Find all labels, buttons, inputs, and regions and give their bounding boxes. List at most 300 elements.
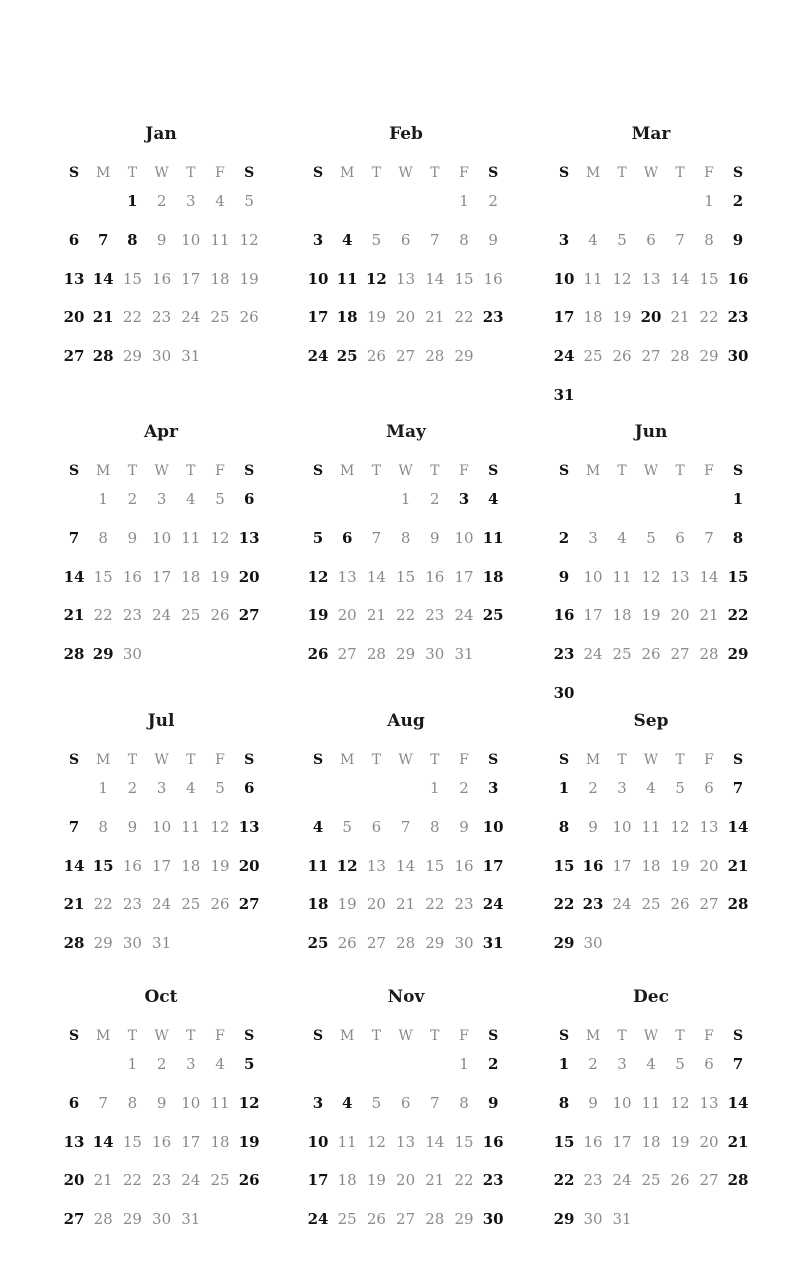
day-cell[interactable]: 7 [371, 528, 382, 547]
day-cell[interactable]: 19 [210, 856, 230, 875]
day-cell[interactable]: 26 [366, 1210, 386, 1229]
day-cell[interactable]: 27 [670, 645, 690, 664]
day-cell[interactable]: 7 [732, 779, 744, 797]
day-cell[interactable]: 18 [210, 1132, 230, 1151]
day-cell[interactable]: 12 [670, 817, 690, 836]
day-cell[interactable]: 29 [92, 645, 114, 664]
day-cell[interactable]: 20 [670, 606, 690, 625]
day-cell[interactable]: 29 [425, 934, 445, 953]
day-cell[interactable]: 13 [396, 1132, 416, 1151]
day-cell[interactable]: 17 [454, 567, 474, 586]
day-cell[interactable]: 9 [558, 567, 570, 586]
day-cell[interactable]: 6 [400, 1093, 411, 1112]
day-cell[interactable]: 18 [307, 895, 329, 914]
day-cell[interactable]: 4 [215, 1055, 225, 1073]
day-cell[interactable]: 15 [454, 269, 474, 288]
day-cell[interactable]: 14 [92, 269, 114, 288]
day-cell[interactable]: 4 [487, 490, 499, 508]
day-cell[interactable]: 22 [93, 606, 113, 625]
day-cell[interactable]: 5 [243, 1055, 255, 1073]
day-cell[interactable]: 26 [307, 645, 329, 664]
day-cell[interactable]: 26 [337, 934, 357, 953]
day-cell[interactable]: 17 [181, 1132, 201, 1151]
day-cell[interactable]: 29 [122, 347, 142, 366]
day-cell[interactable]: 14 [63, 856, 85, 875]
day-cell[interactable]: 2 [488, 192, 498, 210]
day-cell[interactable]: 16 [425, 567, 445, 586]
day-cell[interactable]: 2 [430, 490, 440, 508]
day-cell[interactable]: 1 [732, 490, 744, 508]
day-cell[interactable]: 18 [641, 856, 661, 875]
day-cell[interactable]: 19 [366, 1171, 386, 1190]
day-cell[interactable]: 11 [210, 230, 230, 249]
day-cell[interactable]: 26 [210, 606, 230, 625]
day-cell[interactable]: 26 [238, 1171, 260, 1190]
day-cell[interactable]: 8 [558, 817, 570, 836]
day-cell[interactable]: 10 [553, 269, 575, 288]
day-cell[interactable]: 20 [396, 1171, 416, 1190]
day-cell[interactable]: 11 [482, 528, 504, 547]
day-cell[interactable]: 23 [425, 606, 445, 625]
day-cell[interactable]: 21 [366, 606, 386, 625]
day-cell[interactable]: 10 [181, 230, 201, 249]
day-cell[interactable]: 28 [727, 1171, 749, 1190]
day-cell[interactable]: 8 [558, 1093, 570, 1112]
day-cell[interactable]: 23 [122, 606, 142, 625]
day-cell[interactable]: 3 [312, 230, 324, 249]
day-cell[interactable]: 15 [454, 1132, 474, 1151]
day-cell[interactable]: 24 [152, 895, 172, 914]
day-cell[interactable]: 6 [243, 490, 255, 508]
day-cell[interactable]: 3 [487, 779, 499, 797]
day-cell[interactable]: 30 [454, 934, 474, 953]
day-cell[interactable]: 4 [312, 817, 324, 836]
day-cell[interactable]: 2 [127, 490, 138, 508]
day-cell[interactable]: 15 [92, 856, 114, 875]
day-cell[interactable]: 15 [727, 567, 749, 586]
day-cell[interactable]: 2 [558, 528, 570, 547]
day-cell[interactable]: 7 [98, 1093, 108, 1112]
day-cell[interactable]: 28 [63, 645, 85, 664]
day-cell[interactable]: 12 [641, 567, 661, 586]
day-cell[interactable]: 20 [366, 895, 386, 914]
day-cell[interactable]: 2 [588, 1055, 598, 1073]
day-cell[interactable]: 31 [482, 934, 504, 953]
day-cell[interactable]: 30 [583, 1210, 603, 1229]
day-cell[interactable]: 8 [459, 230, 469, 249]
day-cell[interactable]: 29 [454, 347, 474, 366]
day-cell[interactable]: 5 [215, 490, 225, 508]
day-cell[interactable]: 14 [670, 269, 690, 288]
day-cell[interactable]: 9 [588, 1093, 598, 1112]
day-cell[interactable]: 4 [186, 779, 196, 797]
day-cell[interactable]: 6 [704, 779, 714, 797]
day-cell[interactable]: 7 [430, 1093, 440, 1112]
day-cell[interactable]: 12 [612, 269, 632, 288]
day-cell[interactable]: 8 [98, 817, 108, 836]
day-cell[interactable]: 9 [430, 528, 440, 547]
day-cell[interactable]: 17 [612, 1132, 632, 1151]
day-cell[interactable]: 18 [210, 269, 230, 288]
day-cell[interactable]: 24 [612, 895, 632, 914]
day-cell[interactable]: 18 [337, 1171, 357, 1190]
day-cell[interactable]: 17 [307, 308, 329, 327]
day-cell[interactable]: 25 [482, 606, 504, 625]
day-cell[interactable]: 27 [396, 1210, 416, 1229]
day-cell[interactable]: 25 [641, 1171, 661, 1190]
day-cell[interactable]: 5 [312, 528, 324, 547]
day-cell[interactable]: 5 [244, 192, 254, 210]
day-cell[interactable]: 14 [727, 817, 749, 836]
day-cell[interactable]: 2 [156, 1055, 167, 1073]
day-cell[interactable]: 16 [583, 1132, 603, 1151]
day-cell[interactable]: 19 [210, 567, 230, 586]
day-cell[interactable]: 24 [583, 645, 603, 664]
day-cell[interactable]: 17 [583, 606, 603, 625]
day-cell[interactable]: 17 [152, 856, 172, 875]
day-cell[interactable]: 22 [727, 606, 749, 625]
day-cell[interactable]: 26 [239, 308, 259, 327]
day-cell[interactable]: 13 [699, 817, 719, 836]
day-cell[interactable]: 22 [699, 308, 719, 327]
day-cell[interactable]: 6 [400, 230, 411, 249]
day-cell[interactable]: 22 [454, 1171, 474, 1190]
day-cell[interactable]: 8 [127, 230, 138, 249]
day-cell[interactable]: 24 [152, 606, 172, 625]
day-cell[interactable]: 27 [396, 347, 416, 366]
day-cell[interactable]: 2 [156, 192, 167, 210]
day-cell[interactable]: 3 [156, 779, 167, 797]
day-cell[interactable]: 13 [366, 856, 386, 875]
day-cell[interactable]: 15 [122, 1132, 142, 1151]
day-cell[interactable]: 22 [396, 606, 416, 625]
day-cell[interactable]: 11 [641, 817, 661, 836]
day-cell[interactable]: 27 [641, 347, 661, 366]
day-cell[interactable]: 11 [612, 567, 632, 586]
day-cell[interactable]: 5 [617, 230, 627, 249]
day-cell[interactable]: 13 [238, 528, 260, 547]
day-cell[interactable]: 16 [483, 269, 503, 288]
day-cell[interactable]: 9 [156, 1093, 167, 1112]
day-cell[interactable]: 10 [307, 1132, 329, 1151]
day-cell[interactable]: 18 [181, 567, 201, 586]
day-cell[interactable]: 14 [727, 1093, 749, 1112]
day-cell[interactable]: 7 [732, 1055, 744, 1073]
day-cell[interactable]: 19 [612, 308, 632, 327]
day-cell[interactable]: 3 [458, 490, 470, 508]
day-cell[interactable]: 9 [588, 817, 598, 836]
day-cell[interactable]: 10 [583, 567, 603, 586]
day-cell[interactable]: 25 [337, 1210, 357, 1229]
day-cell[interactable]: 28 [92, 347, 114, 366]
day-cell[interactable]: 25 [307, 934, 329, 953]
day-cell[interactable]: 12 [336, 856, 358, 875]
day-cell[interactable]: 24 [454, 606, 474, 625]
day-cell[interactable]: 6 [675, 528, 685, 547]
day-cell[interactable]: 12 [366, 1132, 386, 1151]
day-cell[interactable]: 15 [122, 269, 142, 288]
day-cell[interactable]: 26 [641, 645, 661, 664]
day-cell[interactable]: 21 [425, 1171, 445, 1190]
day-cell[interactable]: 21 [670, 308, 690, 327]
day-cell[interactable]: 23 [454, 895, 474, 914]
day-cell[interactable]: 14 [425, 269, 445, 288]
day-cell[interactable]: 24 [307, 1210, 329, 1229]
day-cell[interactable]: 30 [482, 1210, 504, 1229]
day-cell[interactable]: 3 [312, 1093, 324, 1112]
day-cell[interactable]: 21 [63, 606, 85, 625]
day-cell[interactable]: 27 [238, 895, 260, 914]
day-cell[interactable]: 19 [307, 606, 329, 625]
day-cell[interactable]: 29 [122, 1210, 142, 1229]
day-cell[interactable]: 29 [553, 1210, 575, 1229]
day-cell[interactable]: 12 [307, 567, 329, 586]
day-cell[interactable]: 30 [727, 347, 749, 366]
day-cell[interactable]: 16 [152, 1132, 172, 1151]
day-cell[interactable]: 14 [63, 567, 85, 586]
day-cell[interactable]: 2 [732, 192, 744, 210]
day-cell[interactable]: 23 [152, 308, 172, 327]
day-cell[interactable]: 23 [482, 1171, 504, 1190]
day-cell[interactable]: 14 [396, 856, 416, 875]
day-cell[interactable]: 5 [371, 1093, 382, 1112]
day-cell[interactable]: 4 [341, 1093, 353, 1112]
day-cell[interactable]: 29 [699, 347, 719, 366]
day-cell[interactable]: 15 [553, 856, 575, 875]
day-cell[interactable]: 6 [646, 230, 656, 249]
day-cell[interactable]: 30 [152, 347, 172, 366]
day-cell[interactable]: 22 [122, 308, 142, 327]
day-cell[interactable]: 23 [583, 1171, 603, 1190]
day-cell[interactable]: 2 [127, 779, 138, 797]
day-cell[interactable]: 10 [181, 1093, 201, 1112]
day-cell[interactable]: 11 [641, 1093, 661, 1112]
day-cell[interactable]: 10 [482, 817, 504, 836]
day-cell[interactable]: 18 [181, 856, 201, 875]
day-cell[interactable]: 4 [341, 230, 353, 249]
day-cell[interactable]: 14 [92, 1132, 114, 1151]
day-cell[interactable]: 3 [588, 528, 598, 547]
day-cell[interactable]: 22 [425, 895, 445, 914]
day-cell[interactable]: 15 [553, 1132, 575, 1151]
day-cell[interactable]: 28 [63, 934, 85, 953]
day-cell[interactable]: 15 [425, 856, 445, 875]
day-cell[interactable]: 5 [215, 779, 225, 797]
day-cell[interactable]: 19 [670, 856, 690, 875]
day-cell[interactable]: 23 [553, 645, 575, 664]
day-cell[interactable]: 4 [646, 1055, 656, 1073]
day-cell[interactable]: 26 [366, 347, 386, 366]
day-cell[interactable]: 30 [553, 684, 575, 702]
day-cell[interactable]: 10 [152, 528, 172, 547]
day-cell[interactable]: 5 [371, 230, 382, 249]
day-cell[interactable]: 21 [727, 856, 749, 875]
day-cell[interactable]: 29 [454, 1210, 474, 1229]
day-cell[interactable]: 24 [181, 308, 201, 327]
day-cell[interactable]: 13 [699, 1093, 719, 1112]
day-cell[interactable]: 20 [63, 1171, 85, 1190]
day-cell[interactable]: 27 [337, 645, 357, 664]
day-cell[interactable]: 18 [583, 308, 603, 327]
day-cell[interactable]: 3 [558, 230, 570, 249]
day-cell[interactable]: 20 [699, 856, 719, 875]
day-cell[interactable]: 9 [487, 1093, 499, 1112]
day-cell[interactable]: 23 [122, 895, 142, 914]
day-cell[interactable]: 12 [670, 1093, 690, 1112]
day-cell[interactable]: 19 [238, 1132, 260, 1151]
day-cell[interactable]: 8 [127, 1093, 138, 1112]
day-cell[interactable]: 9 [459, 817, 469, 836]
day-cell[interactable]: 10 [307, 269, 329, 288]
day-cell[interactable]: 8 [732, 528, 744, 547]
day-cell[interactable]: 2 [588, 779, 598, 797]
day-cell[interactable]: 22 [553, 1171, 575, 1190]
day-cell[interactable]: 18 [482, 567, 504, 586]
day-cell[interactable]: 19 [239, 269, 259, 288]
day-cell[interactable]: 27 [366, 934, 386, 953]
day-cell[interactable]: 21 [92, 308, 114, 327]
day-cell[interactable]: 20 [238, 567, 260, 586]
day-cell[interactable]: 12 [210, 817, 230, 836]
day-cell[interactable]: 25 [181, 895, 201, 914]
day-cell[interactable]: 27 [63, 347, 85, 366]
day-cell[interactable]: 11 [583, 269, 603, 288]
day-cell[interactable]: 8 [459, 1093, 469, 1112]
day-cell[interactable]: 23 [582, 895, 604, 914]
day-cell[interactable]: 13 [63, 1132, 85, 1151]
day-cell[interactable]: 19 [641, 606, 661, 625]
day-cell[interactable]: 28 [366, 645, 386, 664]
day-cell[interactable]: 3 [156, 490, 167, 508]
day-cell[interactable]: 31 [181, 347, 201, 366]
day-cell[interactable]: 31 [181, 1210, 201, 1229]
day-cell[interactable]: 27 [699, 1171, 719, 1190]
day-cell[interactable]: 16 [727, 269, 749, 288]
day-cell[interactable]: 17 [553, 308, 575, 327]
day-cell[interactable]: 14 [366, 567, 386, 586]
day-cell[interactable]: 18 [612, 606, 632, 625]
day-cell[interactable]: 21 [699, 606, 719, 625]
day-cell[interactable]: 28 [727, 895, 749, 914]
day-cell[interactable]: 24 [181, 1171, 201, 1190]
day-cell[interactable]: 3 [617, 1055, 627, 1073]
day-cell[interactable]: 1 [704, 192, 714, 210]
day-cell[interactable]: 7 [97, 230, 109, 249]
day-cell[interactable]: 22 [454, 308, 474, 327]
day-cell[interactable]: 17 [482, 856, 504, 875]
day-cell[interactable]: 20 [640, 308, 662, 327]
day-cell[interactable]: 4 [646, 779, 656, 797]
day-cell[interactable]: 23 [482, 308, 504, 327]
day-cell[interactable]: 24 [307, 347, 329, 366]
day-cell[interactable]: 19 [337, 895, 357, 914]
day-cell[interactable]: 13 [238, 817, 260, 836]
day-cell[interactable]: 1 [98, 779, 108, 797]
day-cell[interactable]: 30 [122, 645, 142, 664]
day-cell[interactable]: 7 [430, 230, 440, 249]
day-cell[interactable]: 11 [336, 269, 358, 288]
day-cell[interactable]: 22 [553, 895, 575, 914]
day-cell[interactable]: 25 [210, 1171, 230, 1190]
day-cell[interactable]: 7 [704, 528, 714, 547]
day-cell[interactable]: 19 [366, 308, 386, 327]
day-cell[interactable]: 10 [454, 528, 474, 547]
day-cell[interactable]: 29 [727, 645, 749, 664]
day-cell[interactable]: 27 [699, 895, 719, 914]
day-cell[interactable]: 12 [239, 230, 259, 249]
day-cell[interactable]: 1 [400, 490, 411, 508]
day-cell[interactable]: 6 [371, 817, 382, 836]
day-cell[interactable]: 9 [488, 230, 498, 249]
day-cell[interactable]: 4 [186, 490, 196, 508]
day-cell[interactable]: 11 [181, 817, 201, 836]
day-cell[interactable]: 9 [127, 817, 138, 836]
day-cell[interactable]: 1 [459, 192, 469, 210]
day-cell[interactable]: 16 [582, 856, 604, 875]
day-cell[interactable]: 26 [670, 1171, 690, 1190]
day-cell[interactable]: 4 [617, 528, 627, 547]
day-cell[interactable]: 14 [425, 1132, 445, 1151]
day-cell[interactable]: 10 [612, 817, 632, 836]
day-cell[interactable]: 13 [337, 567, 357, 586]
day-cell[interactable]: 13 [670, 567, 690, 586]
day-cell[interactable]: 30 [152, 1210, 172, 1229]
day-cell[interactable]: 6 [704, 1055, 714, 1073]
day-cell[interactable]: 16 [152, 269, 172, 288]
day-cell[interactable]: 2 [487, 1055, 499, 1073]
day-cell[interactable]: 27 [63, 1210, 85, 1229]
day-cell[interactable]: 17 [307, 1171, 329, 1190]
day-cell[interactable]: 20 [699, 1132, 719, 1151]
day-cell[interactable]: 3 [186, 1055, 196, 1073]
day-cell[interactable]: 12 [365, 269, 387, 288]
day-cell[interactable]: 7 [68, 528, 80, 547]
day-cell[interactable]: 13 [396, 269, 416, 288]
day-cell[interactable]: 16 [482, 1132, 504, 1151]
day-cell[interactable]: 19 [670, 1132, 690, 1151]
day-cell[interactable]: 30 [425, 645, 445, 664]
day-cell[interactable]: 3 [186, 192, 196, 210]
day-cell[interactable]: 9 [732, 230, 744, 249]
day-cell[interactable]: 20 [63, 308, 85, 327]
day-cell[interactable]: 6 [341, 528, 353, 547]
day-cell[interactable]: 21 [93, 1171, 113, 1190]
day-cell[interactable]: 29 [553, 934, 575, 953]
day-cell[interactable]: 31 [152, 934, 172, 953]
day-cell[interactable]: 16 [454, 856, 474, 875]
day-cell[interactable]: 1 [459, 1055, 469, 1073]
day-cell[interactable]: 6 [68, 230, 80, 249]
day-cell[interactable]: 26 [670, 895, 690, 914]
day-cell[interactable]: 1 [127, 192, 138, 210]
day-cell[interactable]: 6 [243, 779, 255, 797]
day-cell[interactable]: 30 [583, 934, 603, 953]
day-cell[interactable]: 24 [612, 1171, 632, 1190]
day-cell[interactable]: 22 [93, 895, 113, 914]
day-cell[interactable]: 5 [342, 817, 352, 836]
day-cell[interactable]: 10 [152, 817, 172, 836]
day-cell[interactable]: 31 [553, 386, 575, 404]
day-cell[interactable]: 11 [337, 1132, 357, 1151]
day-cell[interactable]: 11 [210, 1093, 230, 1112]
day-cell[interactable]: 17 [612, 856, 632, 875]
day-cell[interactable]: 1 [558, 1055, 570, 1073]
day-cell[interactable]: 16 [122, 567, 142, 586]
day-cell[interactable]: 29 [396, 645, 416, 664]
day-cell[interactable]: 31 [454, 645, 474, 664]
day-cell[interactable]: 30 [122, 934, 142, 953]
day-cell[interactable]: 1 [127, 1055, 138, 1073]
